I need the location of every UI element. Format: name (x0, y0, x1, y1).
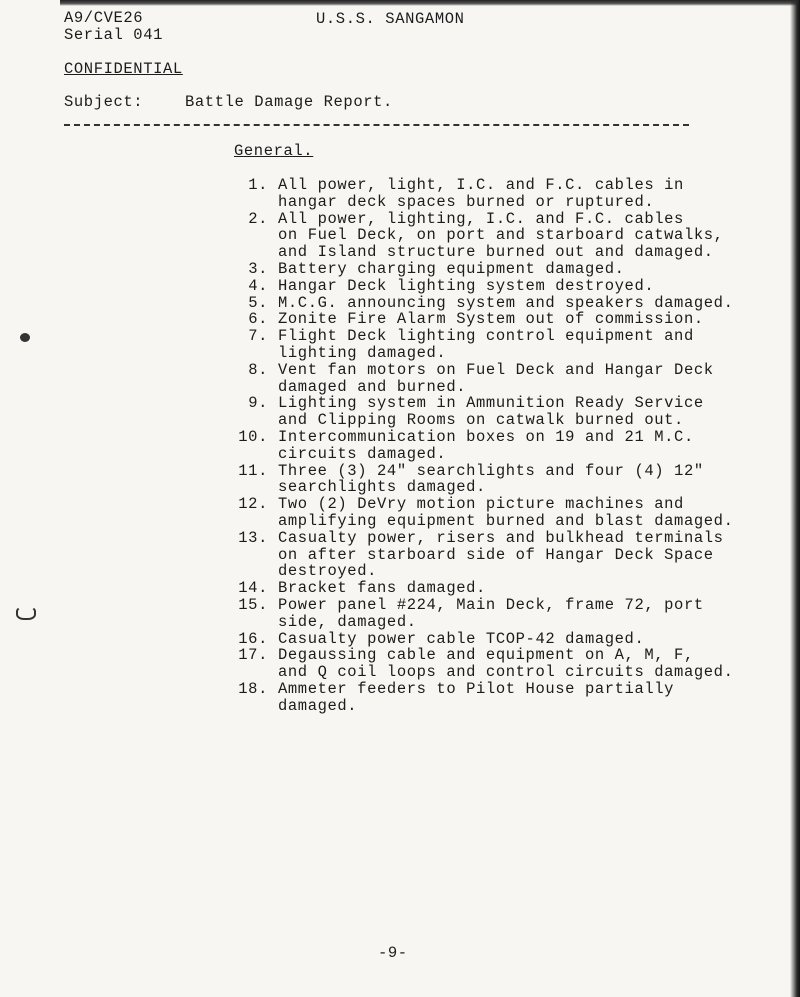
subject-text: Battle Damage Report. (185, 93, 393, 111)
punch-hole-mark (16, 606, 36, 620)
item-text: Hangar Deck lighting system destroyed. (278, 276, 655, 295)
damage-list (220, 177, 780, 715)
item-number: 15. (238, 595, 268, 614)
subject-label: Subject: (64, 93, 144, 111)
list-item (220, 261, 780, 278)
item-text: Casualty power cable TCOP-42 damaged. (278, 629, 645, 648)
list-item (220, 597, 780, 631)
item-text: Two (2) DeVry motion picture machines and amplifying equipment burned and blast damaged. (278, 495, 734, 530)
dashed-divider (64, 124, 689, 126)
item-number: 1. (248, 176, 268, 194)
list-item (220, 463, 780, 497)
item-number: 13. (238, 528, 268, 547)
item-text: Power panel #224, Main Deck, frame 72, port side, damaged. (278, 595, 704, 631)
item-number: 3. (248, 259, 268, 278)
list-item (220, 311, 780, 328)
item-number: 4. (248, 276, 268, 295)
item-number: 18. (238, 679, 268, 698)
scan-right-edge (790, 0, 800, 997)
item-text: Casualty power, risers and bulkhead terminals on after starboard side of Hangar Deck Space destroyed. (278, 528, 724, 581)
item-number: 17. (238, 646, 268, 665)
list-item (220, 177, 780, 211)
list-item (220, 530, 780, 580)
item-text: Three (3) 24" searchlights and four (4) 12" searchlights damaged. (278, 461, 704, 497)
list-item (220, 647, 780, 681)
item-text: Lighting system in Ammunition Ready Service and Clipping Rooms on catwalk burned out. (278, 394, 704, 430)
list-item (220, 631, 780, 648)
item-number: 5. (248, 293, 268, 312)
item-text: Bracket fans damaged. (278, 579, 486, 598)
item-number: 8. (248, 360, 268, 379)
file-reference (64, 10, 163, 44)
list-item (220, 395, 780, 429)
item-number: 7. (248, 327, 268, 346)
item-number: 12. (238, 495, 268, 514)
item-text: Ammeter feeders to Pilot House partially damaged. (278, 679, 675, 715)
item-number: 10. (238, 427, 268, 446)
item-number: 11. (238, 461, 268, 480)
list-item (220, 681, 780, 715)
list-item (220, 295, 780, 312)
scan-top-border (60, 0, 800, 6)
list-item (220, 429, 780, 463)
file-code: A9/CVE26 (64, 9, 144, 27)
punch-hole-mark (20, 333, 30, 342)
item-text: All power, light, I.C. and F.C. cables in hangar deck spaces burned or ruptured. (278, 176, 684, 211)
item-text: Degaussing cable and equipment on A, M, F, and Q coil loops and control circuits damaged. (278, 646, 734, 682)
list-item (220, 278, 780, 295)
item-text: Flight Deck lighting control equipment and lighting damaged. (278, 327, 694, 362)
list-item (220, 580, 780, 597)
item-number: 9. (248, 394, 268, 413)
item-text: Intercommunication boxes on 19 and 21 M.C. circuits damaged. (278, 427, 694, 463)
item-text: Zonite Fire Alarm System out of commission. (278, 310, 704, 329)
ship-name: U.S.S. SANGAMON (316, 10, 465, 28)
item-number: 14. (238, 579, 268, 598)
classification-marking: CONFIDENTIAL (64, 60, 183, 78)
list-item (220, 328, 780, 362)
item-number: 6. (248, 310, 268, 329)
item-text: Battery charging equipment damaged. (278, 259, 625, 278)
list-item (220, 496, 780, 530)
item-text: All power, lighting, I.C. and F.C. cables on Fuel Deck, on port and starboard catwalks, and Island structure burned out and damaged. (278, 209, 724, 262)
list-item (220, 211, 780, 261)
item-text: M.C.G. announcing system and speakers damaged. (278, 293, 734, 312)
list-item (220, 362, 780, 396)
section-title: General. (234, 142, 314, 160)
item-number: 16. (238, 629, 268, 648)
page-number: -9- (378, 944, 408, 962)
item-number: 2. (248, 209, 268, 228)
item-text: Vent fan motors on Fuel Deck and Hangar Deck damaged and burned. (278, 360, 714, 396)
serial-number: Serial 041 (64, 26, 164, 44)
